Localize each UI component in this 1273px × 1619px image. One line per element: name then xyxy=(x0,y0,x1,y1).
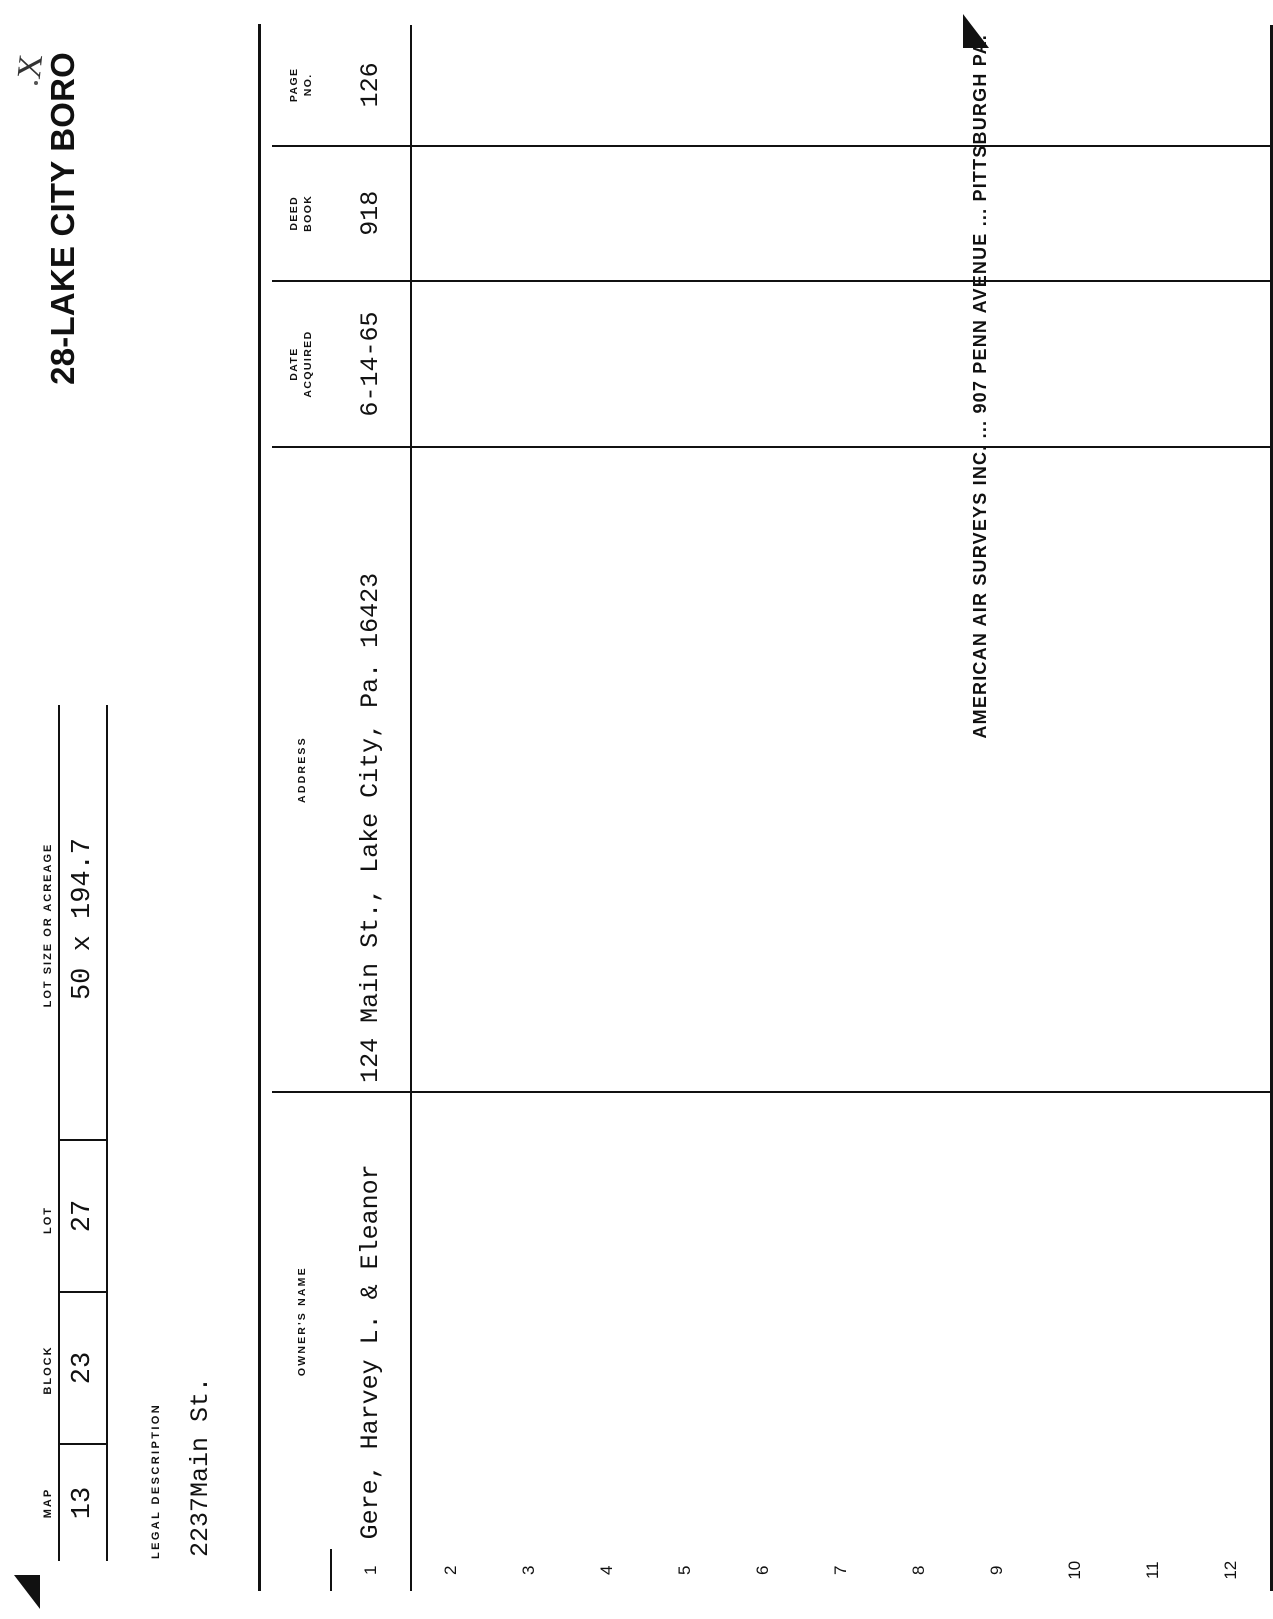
row-date-acquired xyxy=(724,281,802,447)
row-date-acquired xyxy=(1114,281,1192,447)
row-owner-name xyxy=(568,1092,646,1550)
value-lot: 27 xyxy=(60,1141,106,1293)
row-owner-name xyxy=(490,1092,568,1550)
value-block: 23 xyxy=(60,1293,106,1445)
row-deed-book xyxy=(802,146,880,281)
row-address: 124 Main St., Lake City, Pa. 16423 xyxy=(331,447,411,1092)
row-address xyxy=(724,447,802,1092)
row-number: 3 xyxy=(519,1565,538,1575)
row-address xyxy=(880,447,958,1092)
page-title: 28-LAKE CITY BORO xyxy=(44,52,81,385)
header-label-row xyxy=(42,681,54,1561)
table-row[interactable] xyxy=(1114,25,1192,1591)
label-lot: LOT xyxy=(42,1206,54,1234)
row-address xyxy=(1114,447,1192,1092)
row-owner-name xyxy=(958,1092,1036,1550)
table-row[interactable] xyxy=(646,25,724,1591)
label-map: MAP xyxy=(42,1487,54,1519)
row-number: 7 xyxy=(831,1565,850,1575)
header-rule-bottom xyxy=(106,705,108,1561)
row-number: 11 xyxy=(1143,1561,1162,1580)
row-owner-name xyxy=(411,1092,490,1550)
header-deed-book-line2: BOOK xyxy=(301,194,314,232)
row-address xyxy=(411,447,490,1092)
row-deed-book xyxy=(1036,146,1114,281)
row-owner-name xyxy=(802,1092,880,1550)
row-number: 2 xyxy=(441,1565,460,1575)
legal-description-value: 2237Main St. xyxy=(186,1376,215,1557)
legal-description-label: LEGAL DESCRIPTION xyxy=(150,1402,162,1559)
row-owner-name xyxy=(646,1092,724,1550)
row-owner-name xyxy=(1036,1092,1114,1550)
header-page-no-line1: PAGE xyxy=(288,67,301,103)
row-date-acquired xyxy=(802,281,880,447)
header-block xyxy=(42,681,108,1561)
row-page-no xyxy=(802,25,880,146)
row-address xyxy=(646,447,724,1092)
table-row[interactable] xyxy=(880,25,958,1591)
row-page-no: 126 xyxy=(331,25,411,146)
row-address xyxy=(568,447,646,1092)
row-deed-book: 918 xyxy=(331,146,411,281)
row-page-no xyxy=(1192,25,1272,146)
table-row[interactable] xyxy=(1036,25,1114,1591)
row-number: 12 xyxy=(1192,1549,1272,1591)
header-date-acquired-line1: DATE xyxy=(288,347,301,381)
row-owner-name xyxy=(1114,1092,1192,1550)
row-page-no xyxy=(1114,25,1192,146)
row-deed-book xyxy=(1114,146,1192,281)
row-page-no xyxy=(568,25,646,146)
row-owner-name xyxy=(880,1092,958,1550)
corner-wedge-top-left xyxy=(14,1575,40,1609)
row-page-no xyxy=(1036,25,1114,146)
row-date-acquired xyxy=(1192,281,1272,447)
header-date-acquired-line2: ACQUIRED xyxy=(301,330,314,398)
row-deed-book xyxy=(568,146,646,281)
row-owner-name xyxy=(724,1092,802,1550)
row-address xyxy=(1036,447,1114,1092)
x-mark-annotation: X xyxy=(10,52,51,81)
header-address: ADDRESS xyxy=(272,447,331,1092)
row-date-acquired xyxy=(646,281,724,447)
row-date-acquired: 6-14-65 xyxy=(331,281,411,447)
row-page-no xyxy=(411,25,490,146)
row-deed-book xyxy=(880,146,958,281)
row-number: 6 xyxy=(753,1565,772,1575)
header-deed-book xyxy=(272,146,331,281)
row-date-acquired xyxy=(1036,281,1114,447)
table-row[interactable] xyxy=(490,25,568,1591)
row-number: 4 xyxy=(597,1565,616,1575)
row-address xyxy=(1192,447,1272,1092)
row-owner-name xyxy=(1192,1092,1272,1550)
row-address xyxy=(490,447,568,1092)
row-number: 8 xyxy=(909,1565,928,1575)
header-row-number xyxy=(272,1549,331,1591)
section-divider xyxy=(258,24,261,1591)
row-deed-book xyxy=(646,146,724,281)
table-row[interactable] xyxy=(1192,25,1272,1591)
row-deed-book xyxy=(724,146,802,281)
header-date-acquired xyxy=(272,281,331,447)
row-date-acquired xyxy=(880,281,958,447)
label-block: BLOCK xyxy=(42,1345,54,1395)
row-date-acquired xyxy=(411,281,490,447)
table-row[interactable] xyxy=(802,25,880,1591)
table-row[interactable] xyxy=(568,25,646,1591)
row-address xyxy=(802,447,880,1092)
table-row[interactable] xyxy=(411,25,490,1591)
ink-dot-mark xyxy=(34,81,38,85)
footer-imprint: AMERICAN AIR SURVEYS INC. ... 907 PENN AVENUE ... PITTSBURGH PA. xyxy=(970,34,990,739)
row-owner-name: Gere, Harvey L. & Eleanor xyxy=(331,1092,411,1550)
row-page-no xyxy=(880,25,958,146)
row-deed-book xyxy=(1192,146,1272,281)
owner-table-wrapper xyxy=(272,25,1273,1591)
owner-table-body xyxy=(331,25,1272,1591)
owner-table-head xyxy=(272,25,331,1591)
row-number: 9 xyxy=(987,1565,1006,1575)
header-owner-name: OWNER'S NAME xyxy=(295,1266,308,1377)
header-page-no-line2: NO. xyxy=(301,73,314,97)
row-date-acquired xyxy=(568,281,646,447)
value-map: 13 xyxy=(68,1486,98,1520)
row-deed-book xyxy=(490,146,568,281)
row-page-no xyxy=(646,25,724,146)
value-lot-size: 50 x 194.7 xyxy=(60,699,106,1141)
row-page-no xyxy=(490,25,568,146)
header-deed-book-line1: DEED xyxy=(288,195,301,231)
label-lot-size: LOT SIZE OR ACREAGE xyxy=(42,842,54,1008)
header-page-no xyxy=(272,25,331,146)
owner-table xyxy=(272,25,1273,1591)
owner-table-header-row xyxy=(272,25,331,1591)
table-row[interactable] xyxy=(331,25,411,1591)
row-number: 1 xyxy=(331,1549,411,1591)
row-date-acquired xyxy=(490,281,568,447)
table-row[interactable] xyxy=(724,25,802,1591)
row-number: 10 xyxy=(1065,1560,1084,1580)
row-page-no xyxy=(724,25,802,146)
header-value-row xyxy=(60,681,106,1561)
row-number: 5 xyxy=(675,1565,694,1575)
row-deed-book xyxy=(411,146,490,281)
